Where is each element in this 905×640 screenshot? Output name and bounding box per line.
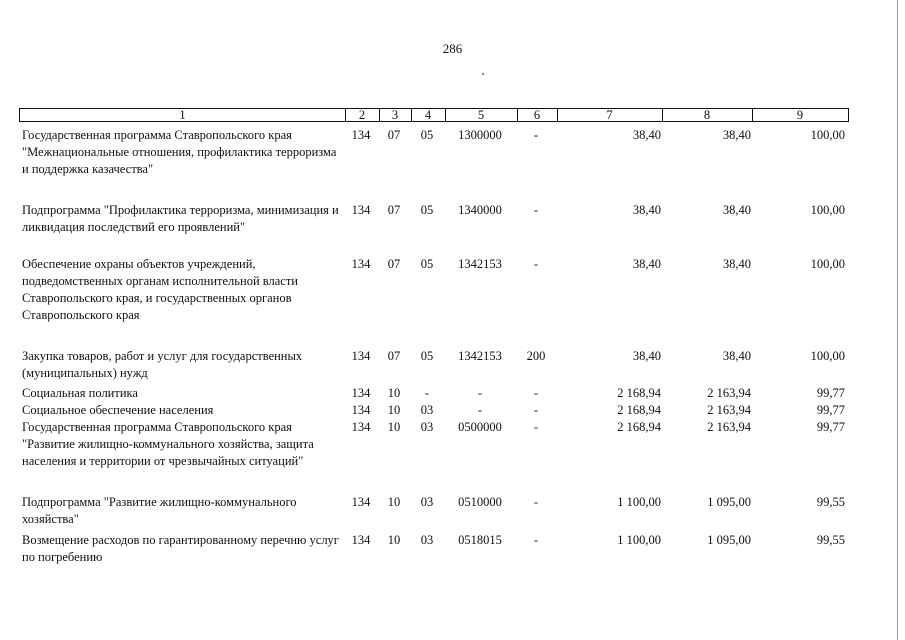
- row-col-5: -: [477, 403, 483, 417]
- header-col-9: 9: [796, 108, 804, 122]
- row-col-7: 38,40: [632, 203, 661, 217]
- row-col-3: 10: [387, 403, 401, 417]
- row-col-6: -: [533, 386, 539, 400]
- row-col-6: -: [533, 420, 539, 434]
- row-col-8: 2 163,94: [707, 420, 751, 434]
- row-name: Социальная политика: [22, 386, 138, 400]
- row-col-3: 10: [387, 420, 401, 434]
- row-col-9: 99,77: [816, 403, 845, 417]
- row-col-2: 134: [351, 533, 371, 547]
- row-col-9: 99,55: [816, 533, 845, 547]
- row-col-9: 100,00: [810, 349, 845, 363]
- row-col-8: 38,40: [722, 349, 751, 363]
- row-col-8: 1 095,00: [707, 495, 751, 509]
- row-col-8: 2 163,94: [707, 386, 751, 400]
- row-col-3: 10: [387, 386, 401, 400]
- row-col-8: 38,40: [722, 128, 751, 142]
- row-col-8: 2 163,94: [707, 403, 751, 417]
- row-col-4: 05: [420, 257, 434, 271]
- header-col-3: 3: [391, 108, 399, 122]
- row-col-2: 134: [351, 128, 371, 142]
- page-edge-line: [897, 0, 898, 640]
- row-name: Возмещение расходов по гарантированному перечню услуг по погребению: [22, 533, 339, 564]
- row-col-2: 134: [351, 349, 371, 363]
- row-col-7: 2 168,94: [617, 420, 661, 434]
- row-col-6: -: [533, 128, 539, 142]
- row-col-4: 05: [420, 128, 434, 142]
- row-col-4: 03: [420, 420, 434, 434]
- row-col-4: 05: [420, 349, 434, 363]
- header-col-6: 6: [533, 108, 541, 122]
- row-col-8: 1 095,00: [707, 533, 751, 547]
- row-col-7: 1 100,00: [617, 533, 661, 547]
- row-col-2: 134: [351, 495, 371, 509]
- row-name: Государственная программа Ставропольского края "Развитие жилищно-коммунального хозяйства, защита населения и территории от чрезвычайных ситуаций": [22, 420, 314, 468]
- row-name: Подпрограмма "Развитие жилищно-коммунального хозяйства": [22, 495, 297, 526]
- row-col-3: 10: [387, 495, 401, 509]
- table-header: [19, 108, 849, 122]
- row-col-9: 99,55: [816, 495, 845, 509]
- row-col-7: 38,40: [632, 257, 661, 271]
- row-name: Подпрограмма "Профилактика терроризма, минимизация и ликвидация последствий его проявлений": [22, 203, 339, 234]
- row-col-5: -: [477, 386, 483, 400]
- row-col-5: 0518015: [458, 533, 502, 547]
- row-name: Государственная программа Ставропольского края "Межнациональные отношения, профилактика терроризма и поддержка казачества": [22, 128, 337, 176]
- row-col-4: 03: [420, 533, 434, 547]
- header-col-5: 5: [477, 108, 485, 122]
- row-col-6: -: [533, 533, 539, 547]
- row-col-3: 10: [387, 533, 401, 547]
- header-col-7: 7: [606, 108, 613, 122]
- row-col-9: 99,77: [816, 420, 845, 434]
- row-col-9: 99,77: [816, 386, 845, 400]
- row-col-7: 1 100,00: [617, 495, 661, 509]
- header-col-8: 8: [703, 108, 711, 122]
- row-col-4: 03: [420, 495, 434, 509]
- row-col-2: 134: [351, 386, 371, 400]
- row-col-2: 134: [351, 257, 371, 271]
- row-col-3: 07: [387, 128, 401, 142]
- scan-speck: [482, 73, 484, 75]
- row-col-3: 07: [387, 203, 401, 217]
- row-col-3: 07: [387, 257, 401, 271]
- row-col-6: 200: [526, 349, 546, 363]
- row-col-5: 1300000: [458, 128, 502, 142]
- header-col-4: 4: [424, 108, 432, 122]
- row-col-7: 38,40: [632, 349, 661, 363]
- row-col-7: 38,40: [632, 128, 661, 142]
- row-col-6: -: [533, 203, 539, 217]
- row-name: Обеспечение охраны объектов учреждений, подведомственных органам исполнительной власти Ставропольского края, и государственных органов Ставропольского края: [22, 257, 298, 322]
- row-col-5: 0510000: [458, 495, 502, 509]
- row-col-5: 1340000: [458, 203, 502, 217]
- header-col-2: 2: [358, 108, 366, 122]
- row-col-9: 100,00: [810, 257, 845, 271]
- row-col-5: 1342153: [458, 349, 502, 363]
- row-col-9: 100,00: [810, 128, 845, 142]
- page-number: 286: [442, 41, 463, 56]
- row-col-4: 05: [420, 203, 434, 217]
- row-col-3: 07: [387, 349, 401, 363]
- row-col-4: 03: [420, 403, 434, 417]
- row-col-7: 2 168,94: [617, 403, 661, 417]
- row-name: Закупка товаров, работ и услуг для государственных (муниципальных) нужд: [22, 349, 303, 380]
- row-col-2: 134: [351, 420, 371, 434]
- header-col-1: 1: [179, 108, 186, 122]
- row-col-6: -: [533, 257, 539, 271]
- row-col-4: -: [424, 386, 430, 400]
- row-col-6: -: [533, 403, 539, 417]
- row-col-7: 2 168,94: [617, 386, 661, 400]
- row-col-8: 38,40: [722, 257, 751, 271]
- row-col-8: 38,40: [722, 203, 751, 217]
- row-col-5: 1342153: [458, 257, 502, 271]
- row-col-9: 100,00: [810, 203, 845, 217]
- row-col-6: -: [533, 495, 539, 509]
- row-col-2: 134: [351, 203, 371, 217]
- row-col-2: 134: [351, 403, 371, 417]
- row-name: Социальное обеспечение населения: [22, 403, 214, 417]
- row-col-5: 0500000: [458, 420, 502, 434]
